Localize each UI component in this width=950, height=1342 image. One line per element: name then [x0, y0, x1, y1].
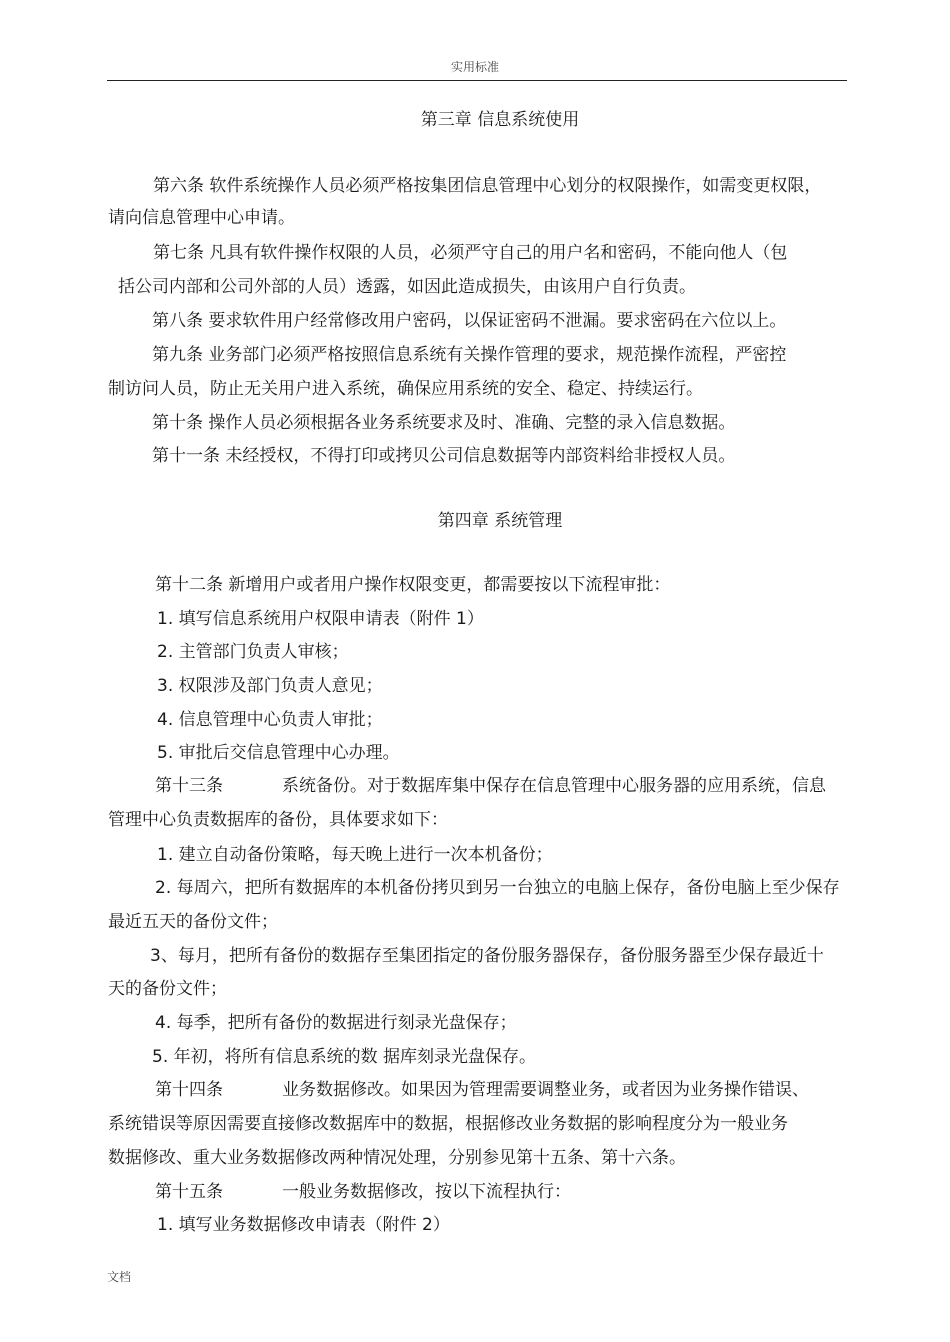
article-13-label: 第十三条: [155, 776, 223, 796]
article-12-item-5: 5. 审批后交信息管理中心办理。: [157, 743, 400, 763]
article-12-item-4: 4. 信息管理中心负责人审批；: [157, 710, 383, 730]
article-10-line-1: 第十条 操作人员必须根据各业务系统要求及时、准确、完整的录入信息数据。: [152, 413, 736, 433]
article-14-line-3: 数据修改、重大业务数据修改两种情况处理，分别参见第十五条、第十六条。: [108, 1148, 686, 1168]
article-13-item-2: 2. 每周六，把所有数据库的本机备份拷贝到另一台独立的电脑上保存，备份电脑上至少保存: [155, 878, 840, 898]
header-divider: [107, 80, 847, 81]
article-7-line-2: 括公司内部和公司外部的人员）透露，如因此造成损失，由该用户自行负责。: [118, 277, 696, 297]
article-14-label: 第十四条: [155, 1080, 223, 1100]
article-6-line-1: 第六条 软件系统操作人员必须严格按集团信息管理中心划分的权限操作，如需变更权限，: [153, 176, 822, 196]
article-12-intro: 第十二条 新增用户或者用户操作权限变更，都需要按以下流程审批：: [155, 575, 671, 595]
article-12-item-1: 1. 填写信息系统用户权限申请表（附件 1）: [157, 609, 484, 629]
article-9-line-1: 第九条 业务部门必须严格按照信息系统有关操作管理的要求，规范操作流程，严密控: [152, 345, 787, 365]
article-7-line-1: 第七条 凡具有软件操作权限的人员，必须严守自己的用户名和密码，不能向他人（包: [153, 243, 788, 263]
page-footer: 文档: [107, 1270, 132, 1284]
article-13-item-3: 3、每月，把所有备份的数据存至集团指定的备份服务器保存，备份服务器至少保存最近十: [150, 946, 824, 966]
article-13-item-4: 4. 每季，把所有备份的数据进行刻录光盘保存；: [155, 1013, 517, 1033]
article-15-label: 第十五条: [155, 1182, 223, 1202]
article-9-line-2: 制访问人员，防止无关用户进入系统，确保应用系统的安全、稳定、持续运行。: [108, 379, 703, 399]
article-13-item-2-cont: 最近五天的备份文件；: [108, 912, 278, 932]
article-13-line-2: 管理中心负责数据库的备份，具体要求如下：: [108, 810, 448, 830]
article-14-line-1: 业务数据修改。如果因为管理需要调整业务，或者因为业务操作错误、: [282, 1080, 809, 1100]
article-12-item-2: 2. 主管部门负责人审核；: [157, 642, 349, 662]
article-12-item-3: 3. 权限涉及部门负责人意见；: [157, 676, 383, 696]
chapter-3-title: 第三章 信息系统使用: [420, 110, 580, 130]
article-13-item-3-cont: 天的备份文件；: [108, 979, 227, 999]
article-6-line-2: 请向信息管理中心申请。: [108, 208, 295, 228]
article-14-line-2: 系统错误等原因需要直接修改数据库中的数据，根据修改业务数据的影响程度分为一般业务: [108, 1114, 788, 1134]
article-13-line-1: 系统备份。对于数据库集中保存在信息管理中心服务器的应用系统，信息: [282, 776, 826, 796]
article-13-item-5: 5. 年初，将所有信息系统的数 据库刻录光盘保存。: [152, 1047, 537, 1067]
chapter-4-title: 第四章 系统管理: [437, 511, 563, 531]
article-15-item-1: 1. 填写业务数据修改申请表（附件 2）: [157, 1215, 450, 1235]
article-13-item-1: 1. 建立自动备份策略，每天晚上进行一次本机备份；: [157, 845, 553, 865]
article-11-line-1: 第十一条 未经授权，不得打印或拷贝公司信息数据等内部资料给非授权人员。: [152, 446, 736, 466]
page-header: 实用标准: [450, 60, 499, 74]
article-15-line-1: 一般业务数据修改，按以下流程执行：: [282, 1182, 571, 1202]
article-8-line-1: 第八条 要求软件用户经常修改用户密码，以保证密码不泄漏。要求密码在六位以上。: [152, 311, 787, 331]
